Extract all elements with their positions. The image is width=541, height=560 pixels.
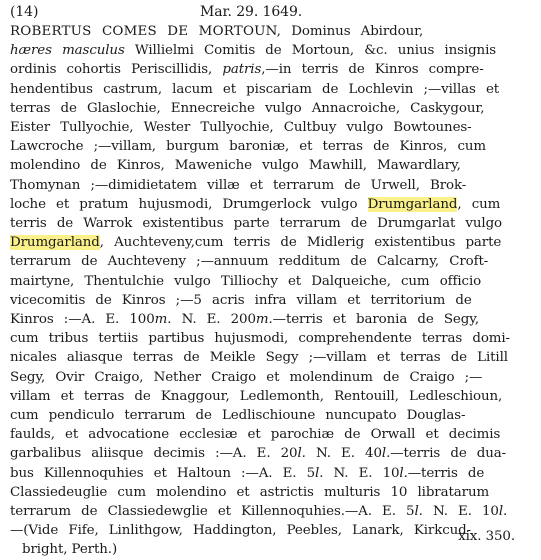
text-run: terrarum de Auchteveny ;—annuum redditum de Calcarny, Croft-: [10, 254, 489, 270]
text-run: mairtyne, Thentulchie vulgo Tilliochy et Dalqueiche, cum officio: [10, 273, 482, 289]
text-run: villam et terras de Knaggour, Ledlemonth, Rentouill, Ledleschioun,: [10, 388, 503, 404]
text-run: Segy, Ovir Craigo, Nether Craigo et molendinum de Craigo ;—: [10, 369, 483, 385]
line-text: [10, 482, 489, 503]
line-text: [10, 463, 484, 484]
body-line: [0, 194, 541, 215]
body-line: [0, 463, 541, 484]
text-run: hendentibus castrum, lacum et piscariam de Lochlevin ;—villas et: [10, 81, 500, 97]
text-run: Classiedeuglie cum molendino et astrictis multuris 10 libratarum: [10, 484, 490, 500]
page-reference-line: [0, 526, 541, 547]
text-run: garbalibus aliisque decimis :—A. E. 20: [10, 446, 298, 462]
body-line: [0, 443, 541, 464]
line-text: [10, 98, 484, 119]
body-line: [0, 424, 541, 445]
italic-text: patris: [222, 62, 262, 78]
body-line: [0, 347, 541, 368]
body-line: [0, 59, 541, 80]
line-text: [10, 271, 481, 292]
line-text: [10, 232, 501, 253]
entry-header: [0, 2, 541, 23]
line-text: [10, 309, 479, 330]
body-line: [0, 175, 541, 196]
line-text: [10, 194, 500, 215]
text-run: terras de Glaslochie, Ennecreiche vulgo Annacroiche, Caskygour,: [10, 100, 485, 116]
italic-text: l.: [315, 465, 324, 481]
text-run: Dominus Abirdour,: [281, 24, 424, 39]
body-line: [0, 367, 541, 388]
italic-text: l.: [381, 446, 391, 462]
line-text: [10, 386, 502, 407]
text-run: —(Vide Fife, Linlithgow, Haddington, Peebles, Lanark, Kirkcud-: [10, 523, 472, 539]
line-text: [10, 443, 506, 464]
body-line: [0, 386, 541, 407]
text-run: loche et pratum hujusmodi, Drumgerlock vulgo: [10, 196, 368, 212]
line-text: [10, 40, 496, 61]
text-run: vicecomitis de Kinros ;—5 acris infra villam et territorium de: [10, 292, 472, 308]
text-run: bright, Perth.): [22, 542, 118, 558]
body-line: [0, 21, 541, 42]
body-line: [0, 79, 541, 100]
body-line: [0, 136, 541, 157]
text-run: N. E. 10: [422, 504, 499, 519]
text-run: molendino de Kinros, Maweniche vulgo Mawhill, Mawardlary,: [10, 158, 461, 174]
text-run: Eister Tullyochie, Wester Tullyochie, Cultbuy vulgo Bowtounes-: [10, 120, 472, 135]
text-run: terris de Warrok existentibus parte terrarum de Drumgarlat vulgo: [10, 216, 503, 231]
text-run: Lawcroche ;—villam, burgum baroniæ, et terras de Kinros, cum: [10, 139, 486, 155]
line-text: [10, 501, 507, 522]
line-text: [10, 347, 508, 368]
line-text: [10, 175, 466, 196]
line-text: [10, 117, 472, 138]
text-run: cum tribus tertiis partibus hujusmodi, comprehendente terras domi-: [10, 331, 510, 347]
body-line: [0, 232, 541, 253]
highlighted-place-name: Drumgarland: [10, 235, 100, 251]
line-text: [10, 213, 502, 234]
line-text: [10, 328, 510, 349]
person-name: ROBERTUS COMES DE MORTOUN,: [10, 24, 282, 39]
body-line: [0, 40, 541, 61]
body-line: [0, 405, 541, 426]
italic-text: m.: [154, 312, 172, 327]
body-line: [0, 251, 541, 272]
text-run: Kinros :—A. E. 100: [10, 312, 155, 327]
line-text: [10, 424, 500, 445]
italic-text: l.: [399, 465, 408, 481]
italic-text: l.: [414, 504, 423, 519]
line-text: [10, 136, 486, 157]
text-run: N. E. 40: [305, 446, 382, 462]
body-line: [0, 117, 541, 138]
text-run: ordinis cohortis Periscillidis,: [10, 62, 223, 78]
text-run: bus Killennoquhies et Haltoun :—A. E. 5: [10, 465, 316, 481]
text-run: N. E. 10: [323, 465, 400, 481]
text-run: Willielmi Comitis de Mortoun, &c. unius insignis: [124, 43, 497, 59]
italic-text: l.: [498, 504, 508, 519]
text-run: cum pendiculo terrarum de Ledlischioune nuncupato Douglas-: [10, 408, 466, 423]
text-run: , Auchteveny,cum terris de Midlerig existentibus parte: [99, 235, 502, 251]
line-text: [10, 21, 423, 42]
body-line: [0, 501, 541, 522]
body-line: [0, 271, 541, 292]
body-line: [0, 98, 541, 119]
text-run: N. E. 200: [171, 312, 256, 327]
body-line: [0, 213, 541, 234]
text-run: ,—in terris de Kinros compre-: [261, 62, 484, 78]
text-run: —terris de: [407, 465, 485, 481]
text-run: nicales aliasque terras de Meikle Segy ;—villam et terras de Litill: [10, 350, 508, 366]
body-line: [0, 290, 541, 311]
line-text: [10, 155, 461, 176]
text-run: faulds, et advocatione ecclesiæ et parochiæ de Orwall et decimis: [10, 427, 501, 443]
text-run: , cum: [457, 196, 501, 212]
italic-text: hæres masculus: [10, 43, 125, 59]
text-run: —terris et baronia de Segy,: [272, 312, 480, 327]
highlighted-place-name: Drumgarland: [367, 196, 458, 212]
text-run: Thomynan ;—dimidietatem villæ et terrarum de Urwell, Brok-: [10, 177, 467, 193]
line-text: [10, 251, 488, 272]
line-text: [10, 367, 482, 388]
body-line: [0, 309, 541, 330]
body-line: [0, 155, 541, 176]
entry-date: Mar. 29. 1649.: [200, 4, 303, 20]
line-text: [10, 405, 465, 426]
page-reference: xix. 350.: [458, 529, 515, 544]
body-line: [0, 482, 541, 503]
entry-number: (14): [10, 4, 39, 20]
text-run: —terris de dua-: [390, 446, 507, 462]
line-text: [10, 59, 484, 80]
italic-text: l.: [297, 446, 306, 462]
text-run: terrarum de Classiedewglie et Killennoquhies.—A. E. 5: [10, 504, 415, 519]
line-text: [10, 290, 472, 311]
body-line: [0, 328, 541, 349]
line-text: [10, 79, 499, 100]
italic-text: m.: [255, 312, 273, 327]
